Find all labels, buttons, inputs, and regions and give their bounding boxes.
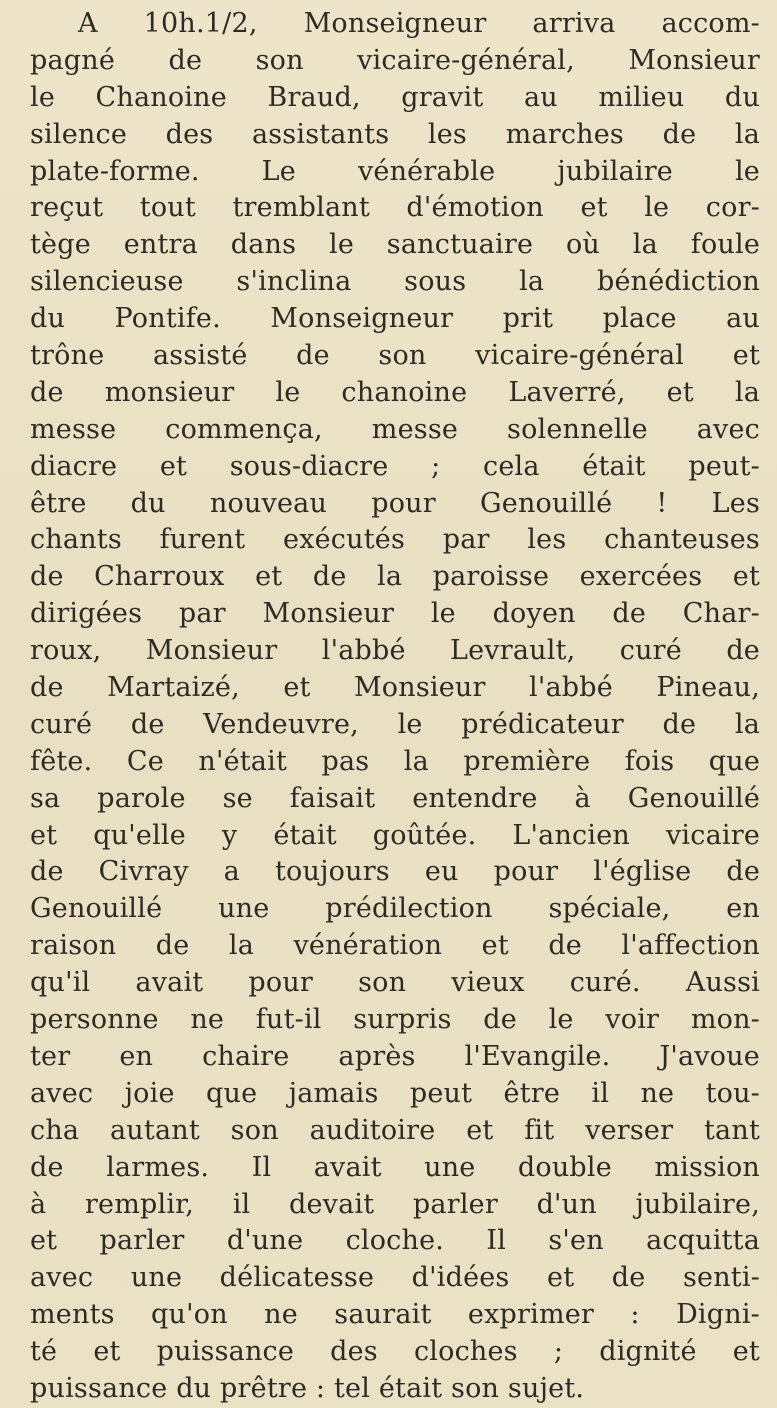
text-line: de Charroux et de la paroisse exercées et — [30, 561, 760, 593]
text-line: diacre et sous-diacre ; cela était peut- — [30, 450, 760, 482]
text-line: A 10h.1/2, Monseigneur arriva accom- — [78, 8, 760, 39]
text-line: sa parole se faisait entendre à Genouillé — [30, 782, 760, 814]
text-line: trône assisté de son vicaire-général et — [30, 340, 760, 372]
text-line: roux, Monsieur l'abbé Levrault, curé de — [30, 635, 760, 667]
text-line: cha autant son auditoire et fit verser tant — [30, 1114, 760, 1146]
text-line: ter en chaire après l'Evangile. J'avoue — [30, 1040, 760, 1072]
text-line: dirigées par Monsieur le doyen de Char- — [30, 598, 760, 630]
text-line: personne ne fut-il surpris de le voir mon- — [30, 1004, 760, 1036]
text-line: silence des assistants les marches de la — [30, 118, 760, 150]
text-line: avec joie que jamais peut être il ne tou- — [30, 1077, 760, 1109]
text-line: chants furent exécutés par les chanteuses — [30, 524, 760, 556]
text-line: qu'il avait pour son vieux curé. Aussi — [30, 967, 760, 999]
text-line: et parler d'une cloche. Il s'en acquitta — [30, 1225, 760, 1257]
text-line: messe commença, messe solennelle avec — [30, 413, 760, 445]
text-line: curé de Vendeuvre, le prédicateur de la — [30, 708, 760, 740]
text-line: de Civray a toujours eu pour l'église de — [30, 856, 760, 888]
text-line: ments qu'on ne saurait exprimer : Digni- — [30, 1299, 760, 1331]
text-line: le Chanoine Braud, gravit au milieu du — [30, 81, 760, 113]
text-line: de larmes. Il avait une double mission — [30, 1151, 760, 1183]
text-line: de monsieur le chanoine Laverré, et la — [30, 376, 760, 408]
text-line: plate-forme. Le vénérable jubilaire le — [30, 155, 760, 187]
text-line: être du nouveau pour Genouillé ! Les — [30, 487, 760, 519]
text-line: à remplir, il devait parler d'un jubilaire, — [30, 1188, 760, 1220]
text-line: pagné de son vicaire-général, Monsieur — [30, 44, 760, 76]
text-line: silencieuse s'inclina sous la bénédiction — [30, 266, 760, 298]
text-line: tège entra dans le sanctuaire où la foule — [30, 229, 760, 261]
text-line: reçut tout tremblant d'émotion et le cor- — [30, 192, 760, 224]
article-text-column — [30, 6, 760, 1408]
text-line: té et puissance des cloches ; dignité et — [30, 1336, 760, 1368]
text-line: fête. Ce n'était pas la première fois que — [30, 745, 760, 777]
text-line: puissance du prêtre : tel était son sujet. — [30, 1372, 585, 1404]
text-line: Genouillé une prédilection spéciale, en — [30, 893, 760, 925]
text-line: et qu'elle y était goûtée. L'ancien vicaire — [30, 819, 760, 851]
text-line: de Martaizé, et Monsieur l'abbé Pineau, — [30, 672, 760, 704]
text-line: du Pontife. Monseigneur prit place au — [30, 303, 760, 335]
text-line: raison de la vénération et de l'affection — [30, 930, 760, 962]
text-line: avec une délicatesse d'idées et de senti- — [30, 1262, 760, 1294]
